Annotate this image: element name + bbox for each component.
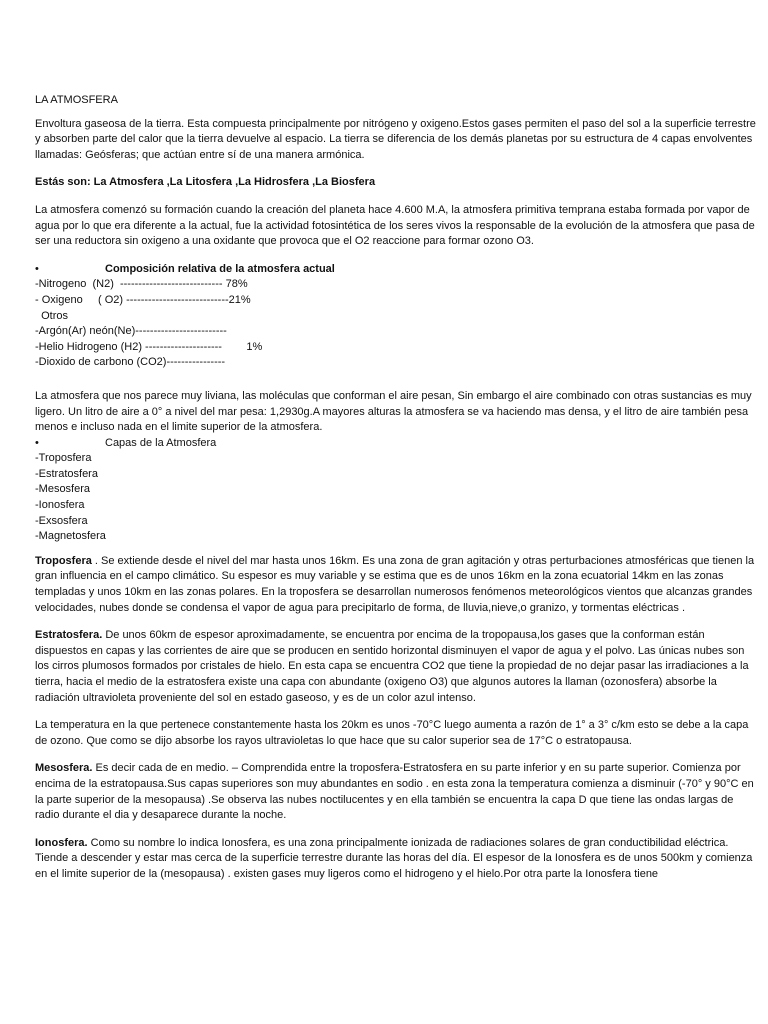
troposfera-heading: Troposfera (35, 554, 92, 567)
mesosfera-paragraph (35, 761, 757, 823)
list-item: -Mesosfera (35, 483, 91, 496)
formation-paragraph: La atmosfera comenzó su formación cuando la creación del planeta hace 4.600 M.A, la atmosfera primitiva temprana estaba formada por vapor de agua por lo que era diferente a la actual, fue la actividad fotosintética de los seres vivos la responsable de la evolución de la atmosfera que pasa de ser una reductora sin oxigeno a una oxidante que provoca que el O2 reaccione para formar ozono O3. (35, 203, 755, 248)
composition-line: Otros (35, 309, 69, 322)
document-body (35, 93, 757, 895)
composition-line: -Helio Hidrogeno (H2) --------------------- 1% (35, 340, 263, 353)
spheres-paragraph: Estás son: La Atmosfera ,La Litosfera ,La Hidrosfera ,La Biosfera (35, 176, 376, 189)
layers-heading: Capas de la Atmosfera (105, 436, 217, 449)
list-item: -Exsosfera (35, 514, 88, 527)
mesosfera-text: Es decir cada de en medio. – Comprendida entre la troposfera-Estratosfera en su parte inferior y en su parte superior. Comienza por encima de la estratopausa.Sus capas superiores son muy abundantes en sodio . en esta zona la temperatura comienza a disminuir (-70° y 90°C en la parte superior de la mesopausa) .Se observa las nubes noctilucentes y en ella también se encuentra la capa D que tiene las ondas largas de radio durante el dia y desaparece durante la noche. (35, 762, 754, 822)
ionosfera-text: Como su nombre lo indica Ionosfera, es una zona principalmente ionizada de radiaciones solares de gran conductibilidad eléctrica. Tiende a descender y estar mas cerca de la superficie terrestre durante las horas del día. El espesor de la Ionosfera es de unos 500km y comienza en el limite superior de la (mesopausa) . existen gases muy ligeros como el hidrogeno y el hielo.Por otra parte la Ionosfera tiene (35, 836, 753, 880)
bullet-icon: • (35, 262, 39, 275)
estratosfera-text: De unos 60km de espesor aproximadamente, se encuentra por encima de la tropopausa,los gases que la conforman están dispuestos en capas y las corrientes de aire que se producen en sentido horizontal disminuyen el vapor de agua y el polvo. Las únicas nubes son los cirros plumosos formados por cristales de hielo. En esta capa se encuentra CO2 que tiene la propiedad de no dejar pasar las irradiaciones a la tierra, hacia el medio de la estratosfera existe una capa con abundante (oxigeno O3) que algunos autores la llaman (ozonosfera) absorbe la radiación ultravioleta proveniente del sol en estado gaseoso, y es de un color azul intenso. (35, 629, 749, 704)
list-item: -Troposfera (35, 452, 92, 465)
weight-paragraph: La atmosfera que nos parece muy liviana, las moléculas que conforman el aire pesan, Sin embargo el aire combinado con otras sustancias es muy ligero. Un litro de aire a 0° a nivel del mar pesa: 1,2930g.A mayores alturas la atmosfera se va haciendo mas densa, y el litro de aire también pesa menos e incluso nada en el limite superior de la atmosfera. (35, 389, 752, 434)
composition-line: -Argón(Ar) neón(Ne)------------------------- (35, 325, 227, 338)
layers-list (35, 451, 757, 545)
ionosfera-heading: Ionosfera. (35, 836, 88, 849)
intro-paragraph: Envoltura gaseosa de la tierra. Esta compuesta principalmente por nitrógeno y oxigeno.Estos gases permiten el paso del sol a la superficie terrestre y absorben parte del calor que la tierra devuelve al espacio. La tierra se diferencia de los demás planetas por su estructura de 4 capas envolventes llamadas: Geósferas; que actúan entre sí de una manera armónica. (35, 117, 756, 161)
list-item: -Ionosfera (35, 499, 85, 512)
troposfera-text: . Se extiende desde el nivel del mar hasta unos 16km. Es una zona de gran agitación y otras perturbaciones atmosféricas que tienen la gran influencia en el campo climático. Su espesor es muy variable y se estima que es de unos 16km en la zona ecuatorial 14km en las zonas templadas y unos 10km en las zonas polares. En la troposfera se desarrollan numerosos fenómenos meteorológicos vientos que alcanzas grandes velocidades, nubes donde se condensa el vapor de agua para precipitarlo de forma, de lluvia,nieve,o granizo, y tormentas eléctricas . (35, 554, 755, 614)
composition-heading: Composición relativa de la atmosfera actual (105, 262, 335, 275)
list-item: -Magnetosfera (35, 530, 106, 543)
mesosfera-heading: Mesosfera. (35, 762, 93, 775)
troposfera-paragraph (35, 554, 757, 616)
composition-line: -Dioxido de carbono (CO2)---------------- (35, 356, 226, 369)
layers-heading-row (35, 436, 757, 452)
list-item: -Estratosfera (35, 467, 98, 480)
composition-heading-row (35, 262, 757, 278)
bullet-icon: • (35, 436, 39, 449)
composition-line: -Nitrogeno (N2) ---------------------------- 78% (35, 278, 248, 291)
ionosfera-paragraph (35, 836, 757, 883)
temperature-paragraph: La temperatura en la que pertenece constantemente hasta los 20km es unos -70°C luego aumenta a razón de 1° a 3° c/km esto se debe a la capa de ozono. Que como se dijo absorbe los rayos ultravioletas lo que hace que su calor superior sea de 17°C o estratopausa. (35, 719, 749, 747)
composition-line: - Oxigeno ( O2) ----------------------------21% (35, 293, 251, 306)
estratosfera-heading: Estratosfera. (35, 629, 103, 642)
composition-list (35, 277, 757, 371)
page-title: LA ATMOSFERA (35, 94, 118, 106)
estratosfera-paragraph (35, 628, 757, 706)
